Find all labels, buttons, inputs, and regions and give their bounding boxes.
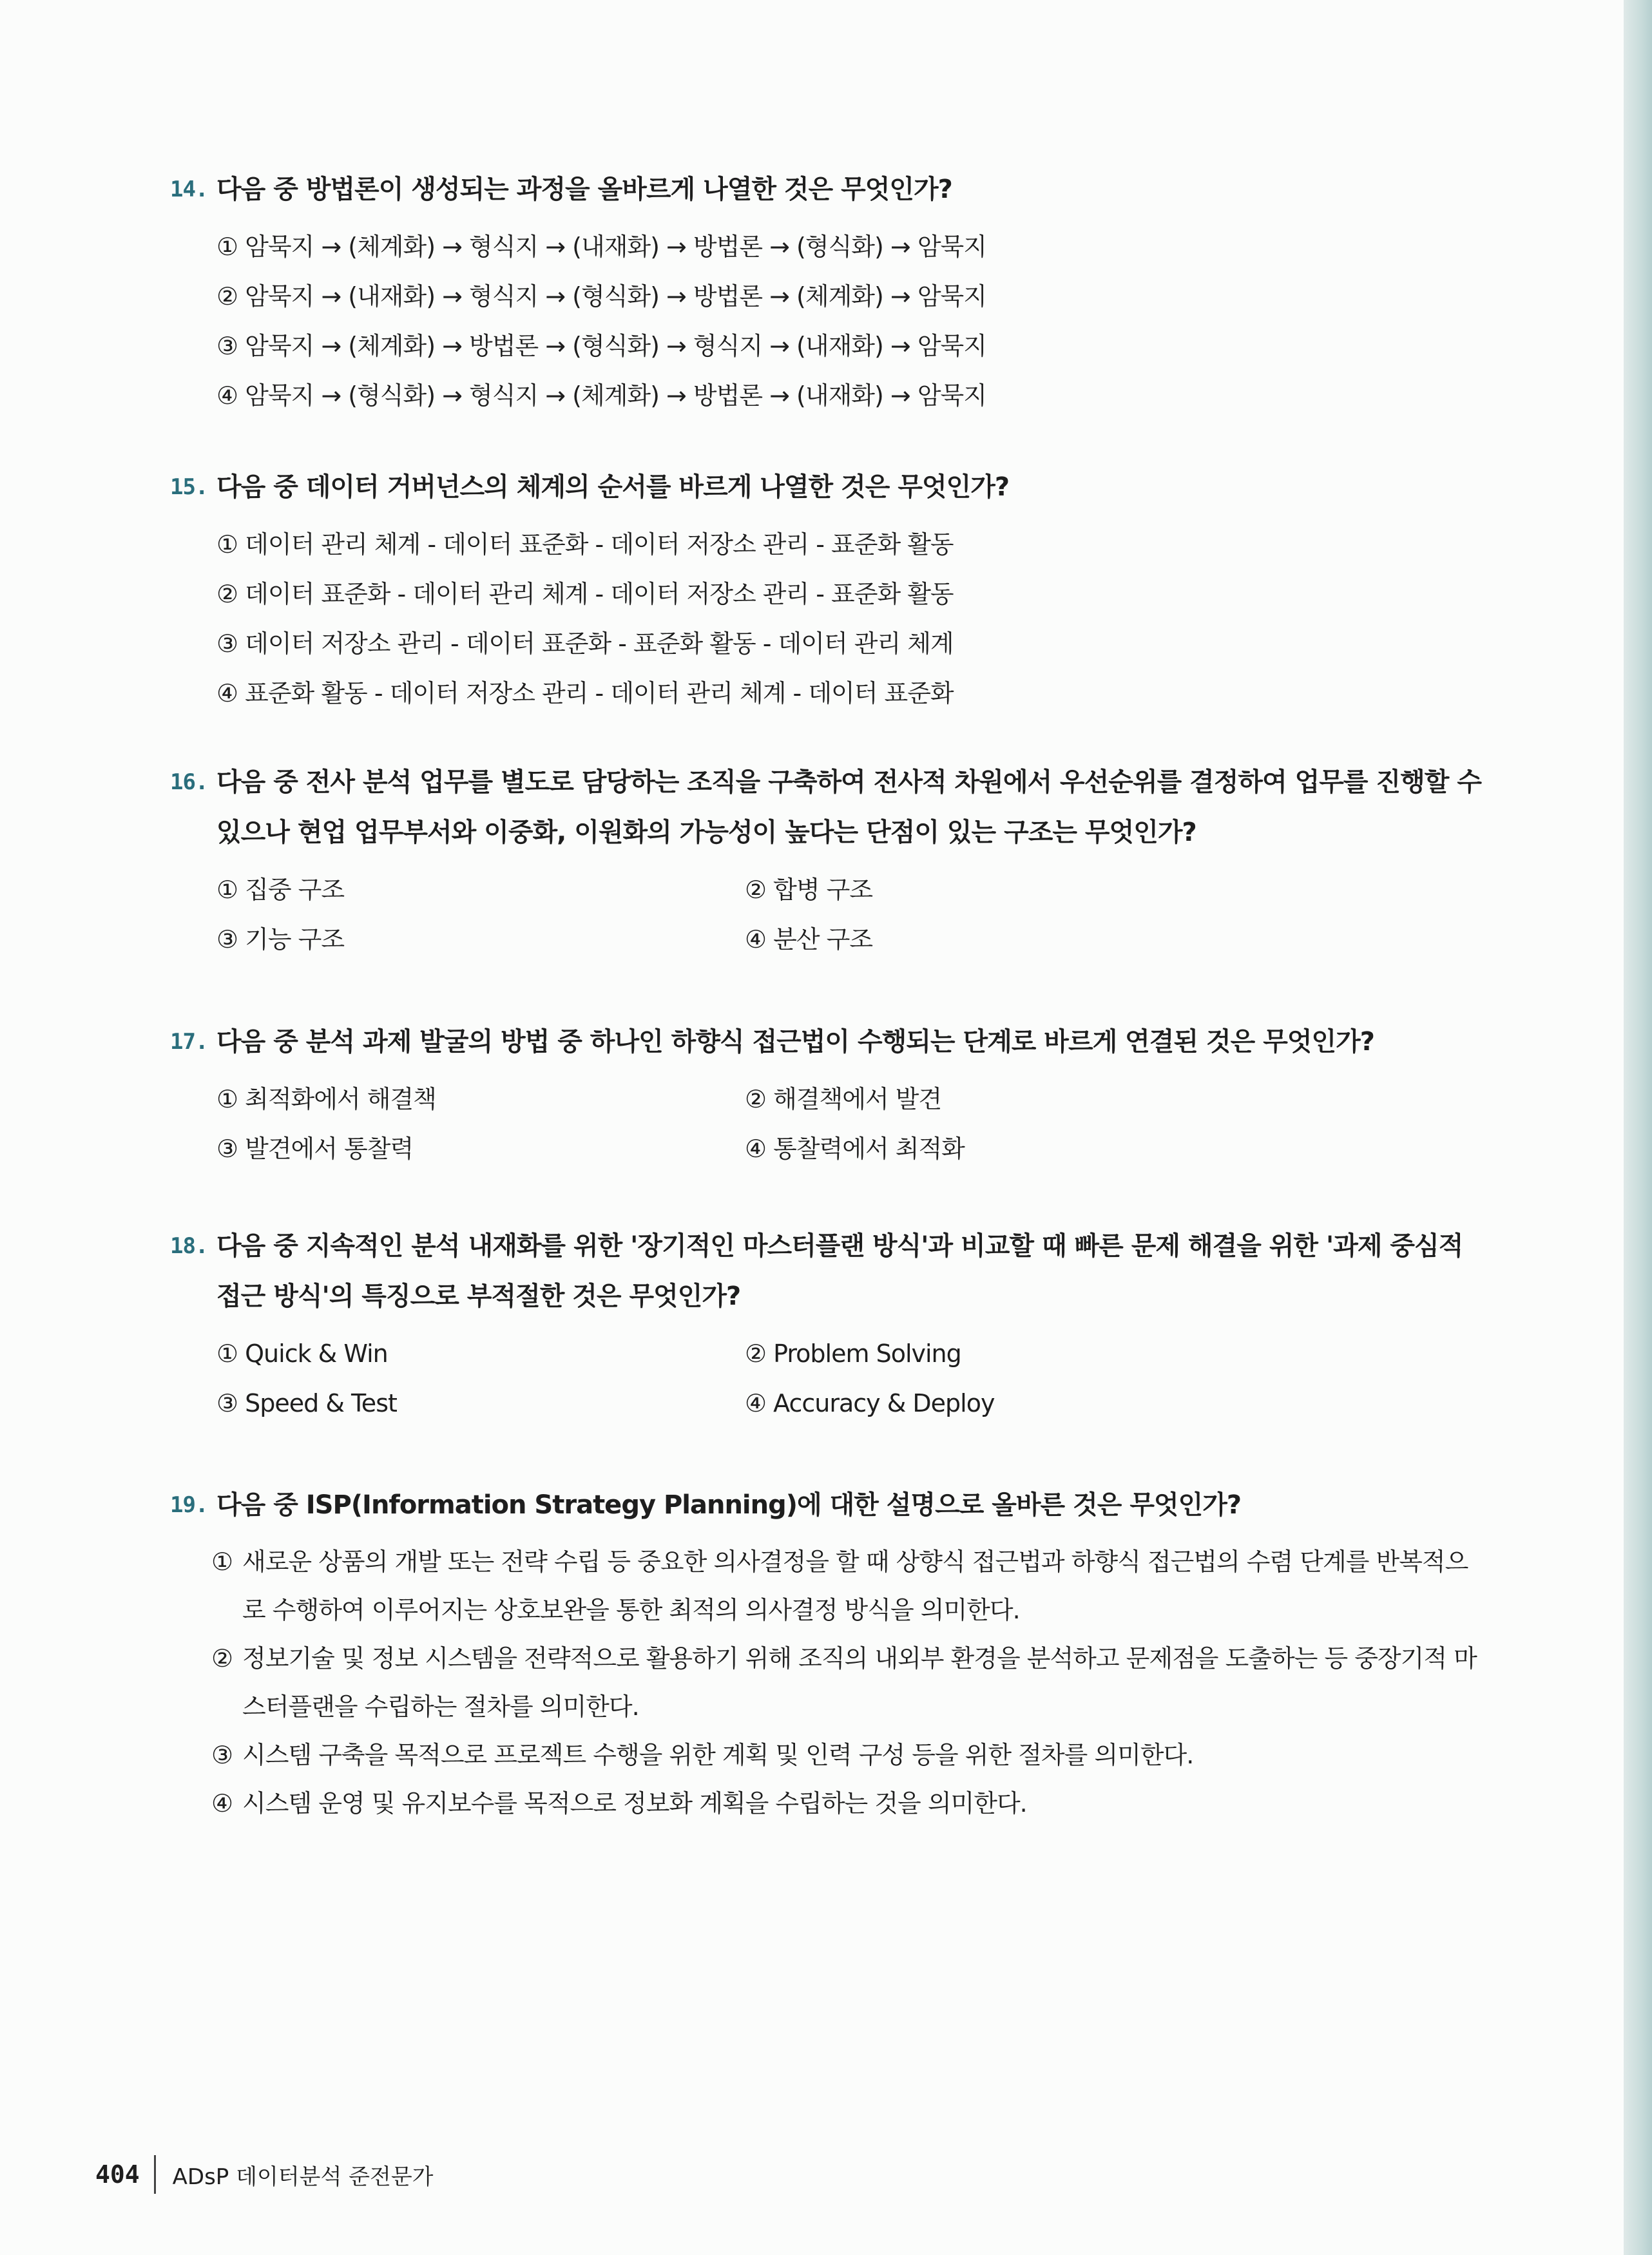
option-text: 새로운 상품의 개발 또는 전략 수립 등 중요한 의사결정을 할 때 상향식 접근법과 하향식 접근법의 수렴 단계를 반복적으로 수행하여 이루어지는 상호보완을 통한 최적의 의사결정 방식을 의미한다. — [242, 1548, 1468, 1624]
option-1 — [211, 1538, 1484, 1635]
option-4: ④ 통찰력에서 최적화 — [745, 1135, 965, 1163]
option-4: ④ 표준화 활동 - 데이터 저장소 관리 - 데이터 관리 체계 - 데이터 표준화 — [216, 679, 954, 707]
option-4: ④ 암묵지 → (형식화) → 형식지 → (체계화) → 방법론 → (내재화) → 암묵지 — [216, 381, 986, 410]
option-mark: ① — [211, 1548, 233, 1576]
option-text: 시스템 운영 및 유지보수를 목적으로 정보화 계획을 수립하는 것을 의미한다. — [242, 1789, 1027, 1818]
option-3: ③ 데이터 저장소 관리 - 데이터 표준화 - 표준화 활동 - 데이터 관리 체계 — [216, 629, 954, 658]
question-text: 다음 중 데이터 거버넌스의 체계의 순서를 바르게 나열한 것은 무엇인가? — [216, 472, 1010, 502]
question-19 — [170, 1480, 1484, 1828]
option-3: ③ Speed & Test — [216, 1389, 397, 1417]
option-4 — [211, 1780, 1484, 1828]
option-2: ② 데이터 표준화 - 데이터 관리 체계 - 데이터 저장소 관리 - 표준화 활동 — [216, 580, 954, 608]
option-1: ① 집중 구조 — [216, 876, 345, 904]
option-text: 시스템 구축을 목적으로 프로젝트 수행을 위한 계획 및 인력 구성 등을 위한 절차를 의미한다. — [242, 1741, 1194, 1769]
option-2: ② 암묵지 → (내재화) → 형식지 → (형식화) → 방법론 → (체계화) → 암묵지 — [216, 282, 986, 311]
option-1: ① 데이터 관리 체계 - 데이터 표준화 - 데이터 저장소 관리 - 표준화 활동 — [216, 530, 954, 559]
option-3: ③ 암묵지 → (체계화) → 방법론 → (형식화) → 형식지 → (내재화) → 암묵지 — [216, 332, 986, 360]
question-number: 19. — [170, 1492, 208, 1518]
option-mark: ② — [211, 1644, 233, 1673]
option-mark: ③ — [211, 1741, 233, 1769]
question-number: 16. — [170, 769, 208, 795]
option-2 — [211, 1635, 1484, 1731]
question-text: 다음 중 지속적인 분석 내재화를 위한 '장기적인 마스터플랜 방식'과 비교할 때 빠른 문제 해결을 위한 '과제 중심적 접근 방식'의 특징으로 부적절한 것은 무엇인가? — [216, 1231, 1463, 1311]
option-2: ② 해결책에서 발견 — [745, 1085, 942, 1113]
option-4: ④ Accuracy & Deploy — [745, 1389, 995, 1417]
page-edge — [1624, 0, 1652, 2255]
option-1: ① Quick & Win — [216, 1339, 388, 1368]
question-16 — [170, 757, 1484, 964]
question-number: 15. — [170, 474, 208, 500]
question-number: 17. — [170, 1029, 208, 1055]
question-text: 다음 중 전사 분석 업무를 별도로 담당하는 조직을 구축하여 전사적 차원에서 우선순위를 결정하여 업무를 진행할 수 있으나 현업 업무부서와 이중화, 이원화의 가능성이 높다는 단점이 있는 구조는 무엇인가? — [216, 767, 1481, 847]
option-3: ③ 발견에서 통찰력 — [216, 1135, 414, 1163]
question-number: 18. — [170, 1233, 208, 1259]
option-mark: ④ — [211, 1789, 233, 1818]
question-17 — [170, 1017, 1484, 1174]
question-18 — [170, 1221, 1484, 1428]
option-text: 정보기술 및 정보 시스템을 전략적으로 활용하기 위해 조직의 내외부 환경을 분석하고 문제점을 도출하는 등 중장기적 마스터플랜을 수립하는 절차를 의미한다. — [242, 1644, 1477, 1721]
option-2: ② 합병 구조 — [745, 876, 873, 904]
option-4: ④ 분산 구조 — [745, 925, 873, 954]
option-3 — [211, 1731, 1484, 1780]
book-title: ADsP 데이터분석 준전문가 — [172, 2164, 434, 2190]
question-text: 다음 중 방법론이 생성되는 과정을 올바르게 나열한 것은 무엇인가? — [216, 175, 952, 204]
option-2: ② Problem Solving — [745, 1339, 961, 1368]
page-number: 404 — [95, 2155, 156, 2194]
option-1: ① 암묵지 → (체계화) → 형식지 → (내재화) → 방법론 → (형식화) → 암묵지 — [216, 233, 986, 261]
question-15 — [170, 462, 1484, 718]
option-1: ① 최적화에서 해결책 — [216, 1085, 436, 1113]
question-14 — [170, 164, 1484, 421]
question-text: 다음 중 ISP(Information Strategy Planning)에 대한 설명으로 올바른 것은 무엇인가? — [216, 1490, 1242, 1520]
question-text: 다음 중 분석 과제 발굴의 방법 중 하나인 하향식 접근법이 수행되는 단계로 바르게 연결된 것은 무엇인가? — [216, 1027, 1374, 1057]
option-3: ③ 기능 구조 — [216, 925, 345, 954]
question-number: 14. — [170, 177, 208, 202]
page-footer — [95, 2145, 434, 2203]
